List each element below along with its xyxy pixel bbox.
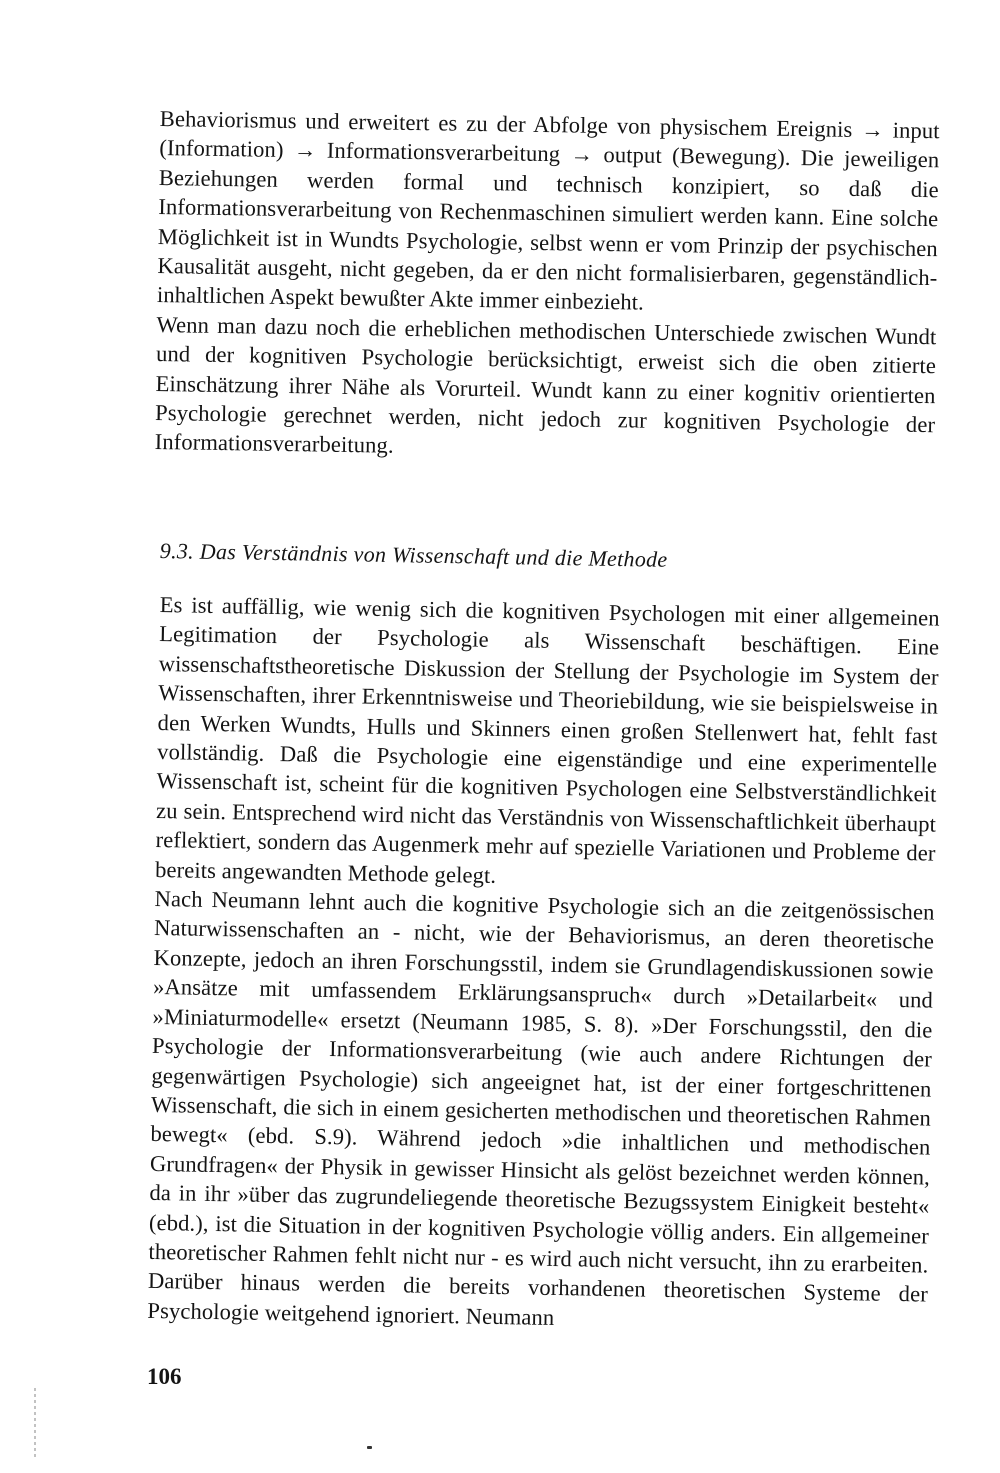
top-text-block <box>154 104 939 469</box>
main-text-block <box>147 590 940 1339</box>
section-heading: 9.3. Das Verständnis von Wissenschaft und die Methode <box>159 538 668 572</box>
scan-speck <box>367 1446 372 1449</box>
scan-edge-artifact <box>34 1388 36 1460</box>
paragraph: Es ist auffällig, wie wenig sich die kognitiven Psychologen mit einer allgemeinen Legitimation der Psychologie als Wissenschaft beschäftigen. Eine wissenschaftstheoretische Diskussion der Stellung der Psychologie im System der Wissenschaften, ihrer Erkenntnisweise und Theoriebildung, wie sie beispielsweise in den Werken Wundts, Hulls und Skinners einen großen Stellenwert hat, fehlt fast vollständig. Daß die Psychologie eine eigenständige und eine experimentelle Wissenschaft ist, scheint für die kognitiven Psychologen eine Selbstverständlichkeit zu sein. Entsprechend wird nicht das Verständnis von Wissenschaftlichkeit überhaupt reflektiert, sondern das Augenmerk mehr auf spezielle Variationen und Probleme der bereits angewandten Methode gelegt. <box>154 591 940 888</box>
page-number: 106 <box>147 1364 182 1389</box>
paragraph: Behaviorismus und erweitert es zu der Abfolge von physischem Ereignis → input (Information) → Informationsverarbeitung → output (Bewegung). Die jeweiligen Beziehungen werden formal und technisch konzipiert, so daß die Informationsverarbeitung von Rechenmaschinen simuliert werden kann. Eine solche Möglichkeit ist in Wundts Psychologie, selbst wenn er vom Prinzip der psychischen Kausalität ausgeht, nicht gegeben, da er den nicht formalisierbaren, gegenständlich-inhaltlichen Aspekt bewußter Akte immer einbezieht. <box>156 105 940 316</box>
paragraph: Nach Neumann lehnt auch die kognitive Psychologie sich an die zeitgenössischen Naturwissenschaften an - nicht, wie der Behaviorismus, an deren theoretische Konzepte, jedoch an ihren Forschungsstil, indem sie Grundlagendiskussionen sowie »Ansätze mit umfassendem Erklärungsanspruch« durch »Detailarbeit« und »Miniaturmodelle« ersetzt (Neumann 1985, S. 8). »Der Forschungsstil, den die Psychologie der Informationsverarbeitung (wie auch andere Richtungen der gegenwärtigen Psychologie) sich angeeignet hat, ist der einer fortgeschrittenen Wissenschaft, die sich in einem gesicherten methodischen und theoretischen Rahmen bewegt« (ebd. S.9). Während jedoch »die inhaltlichen und methodischen Grundfragen« der Physik in gewisser Hinsicht als gelöst bezeichnet werden können, da in ihr »über das zugrundeliegende theoretische Bezugssystem Einigkeit besteht« (ebd.), ist die Situation in der kognitiven Psychologie völlig anders. Ein allgemeiner theoretischer Rahmen fehlt nicht nur - es wird auch nicht versucht, ihn zu erarbeiten. Darüber hinaus werden die bereits vorhandenen theoretischen Systeme der Psychologie weitgehend ignoriert. Neumann <box>147 886 935 1330</box>
paragraph: Wenn man dazu noch die erheblichen methodischen Unterschiede zwischen Wundt und der kognitiven Psychologie berücksichtigt, erweist sich die oben zitierte Einschätzung ihrer Nähe als Vorurteil. Wundt kann zu einer kognitiv orientierten Psychologie gerechnet werden, nicht jedoch zur kognitiven Psychologie der Informationsverarbeitung. <box>154 311 937 459</box>
